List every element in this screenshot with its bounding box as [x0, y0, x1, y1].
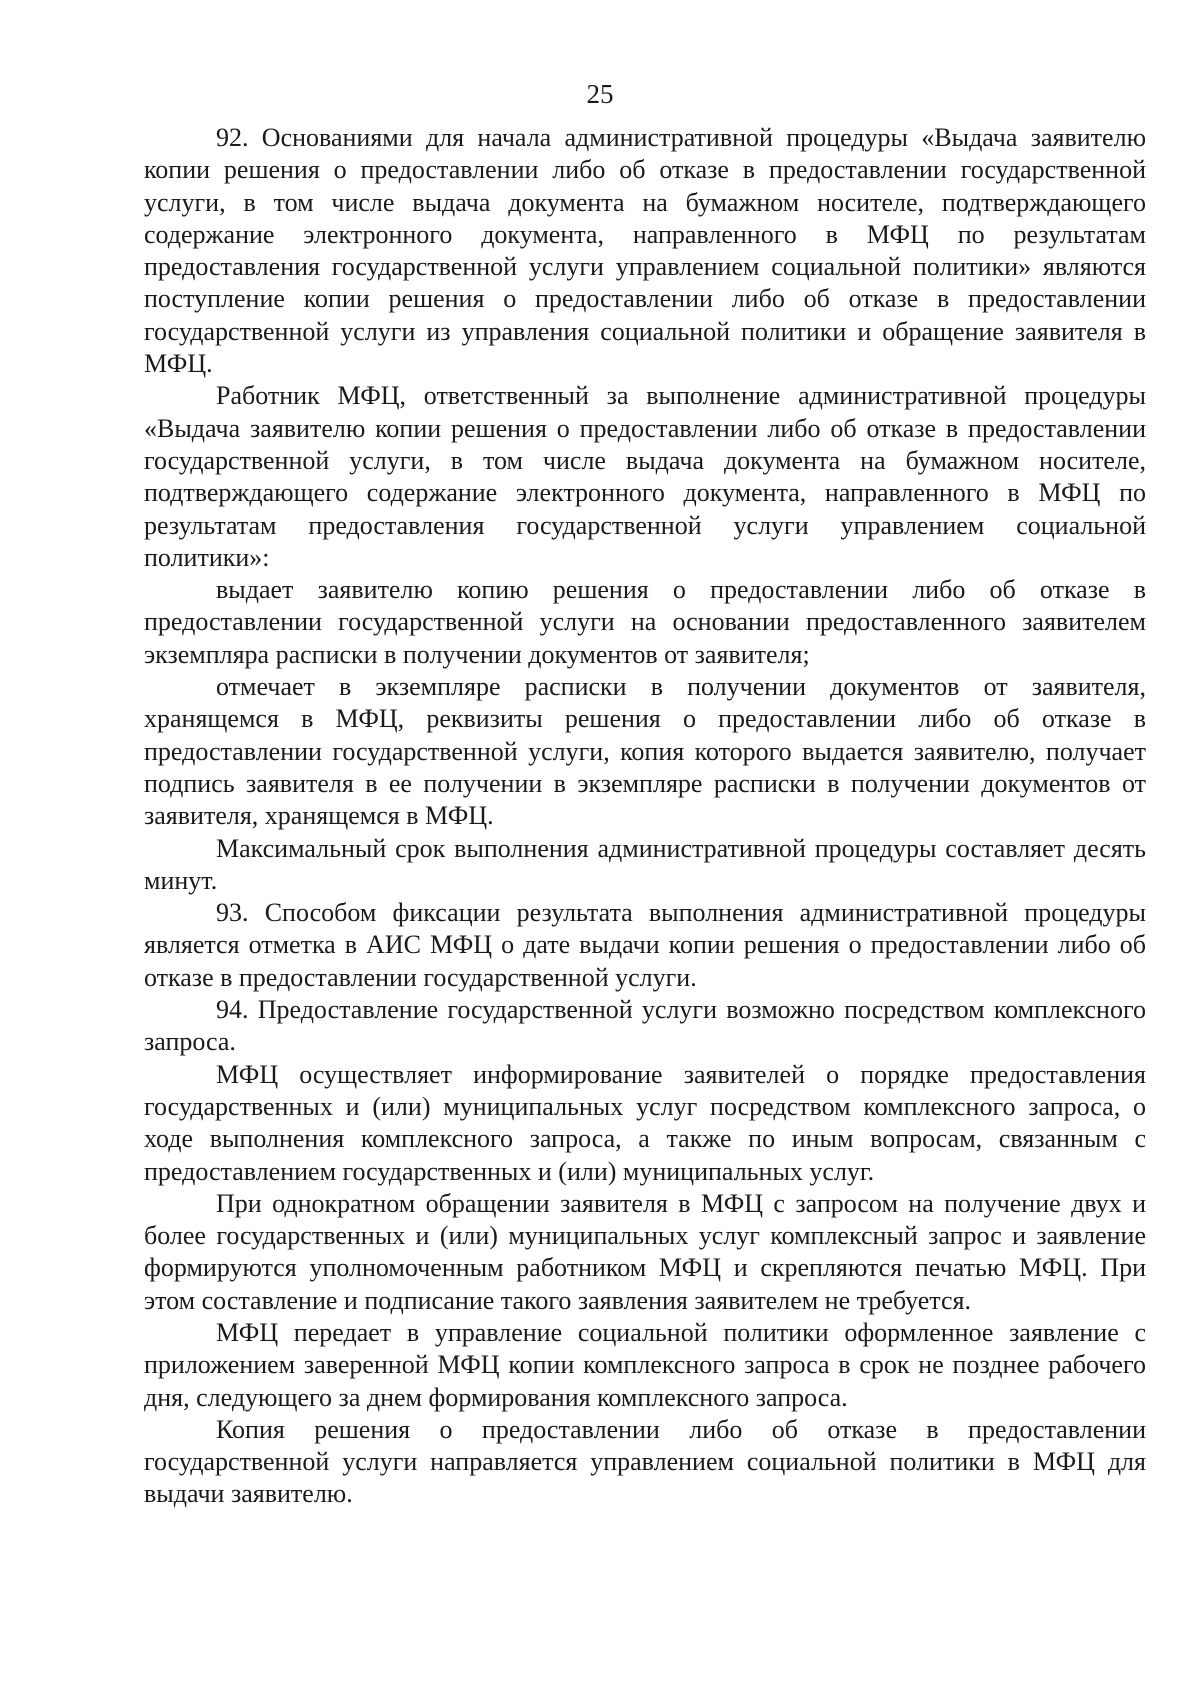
paragraph-single-request: При однократном обращении заявителя в МФЦ с запросом на получение двух и более государственных и (или) муниципальных услуг комплексный запрос и заявление формируются уполномоченным работником МФЦ и скрепляются печатью МФЦ. При этом составление и подписание такого заявления заявителем не требуется.: [144, 1188, 1146, 1315]
paragraph-max-duration: Максимальный срок выполнения административной процедуры составляет десять минут.: [144, 833, 1146, 895]
paragraph-mfc-transfers: МФЦ передает в управление социальной политики оформленное заявление с приложением заверенной МФЦ копии комплексного запроса в срок не позднее рабочего дня, следующего за днем формирования комплексного запроса.: [144, 1317, 1146, 1412]
paragraph-employee-responsibility: Работник МФЦ, ответственный за выполнение административной процедуры «Выдача заявителю копии решения о предоставлении либо об отказе в предоставлении государственной услуги, в том числе выдача документа на бумажном носителе, подтверждающего содержание электронного документа, направленного в МФЦ по результатам предоставления государственной услуги управлением социальной политики»:: [144, 381, 1146, 572]
paragraph-94: 94. Предоставление государственной услуги возможно посредством комплексного запроса.: [144, 995, 1146, 1057]
paragraph-issues-copy: выдает заявителю копию решения о предоставлении либо об отказе в предоставлении государственной услуги на основании предоставленного заявителем экземпляра расписки в получении документов от заявителя;: [144, 575, 1146, 669]
paragraph-marks-receipt: отмечает в экземпляре расписки в получении документов от заявителя, хранящемся в МФЦ, реквизиты решения о предоставлении либо об отказе в предоставлении государственной услуги, копия которого выдается заявителю, получает подпись заявителя в ее получении в экземпляре расписки в получении документов от заявителя, хранящемся в МФЦ.: [144, 672, 1146, 831]
document-body: [144, 122, 1146, 1511]
paragraph-92: 92. Основаниями для начала административной процедуры «Выдача заявителю копии решения о предоставлении либо об отказе в предоставлении государственной услуги, в том числе выдача документа на бумажном носителе, подтверждающего содержание электронного документа, направленного в МФЦ по результатам предоставления государственной услуги управлением социальной политики» являются поступление копии решения о предоставлении либо об отказе в предоставлении государственной услуги из управления социальной политики и обращение заявителя в МФЦ.: [144, 123, 1146, 379]
page-number: 25: [586, 79, 614, 109]
paragraph-mfc-informing: МФЦ осуществляет информирование заявителей о порядке предоставления государственных и (или) муниципальных услуг посредством комплексного запроса, о ходе выполнения комплексного запроса, а также по иным вопросам, связанным с предоставлением государственных и (или) муниципальных услуг.: [144, 1059, 1146, 1186]
paragraph-decision-copy: Копия решения о предоставлении либо об отказе в предоставлении государственной услуги направляется управлением социальной политики в МФЦ для выдачи заявителю.: [144, 1414, 1146, 1509]
paragraph-93: 93. Способом фиксации результата выполнения административной процедуры является отметка в АИС МФЦ о дате выдачи копии решения о предоставлении либо об отказе в предоставлении государственной услуги.: [144, 898, 1146, 992]
